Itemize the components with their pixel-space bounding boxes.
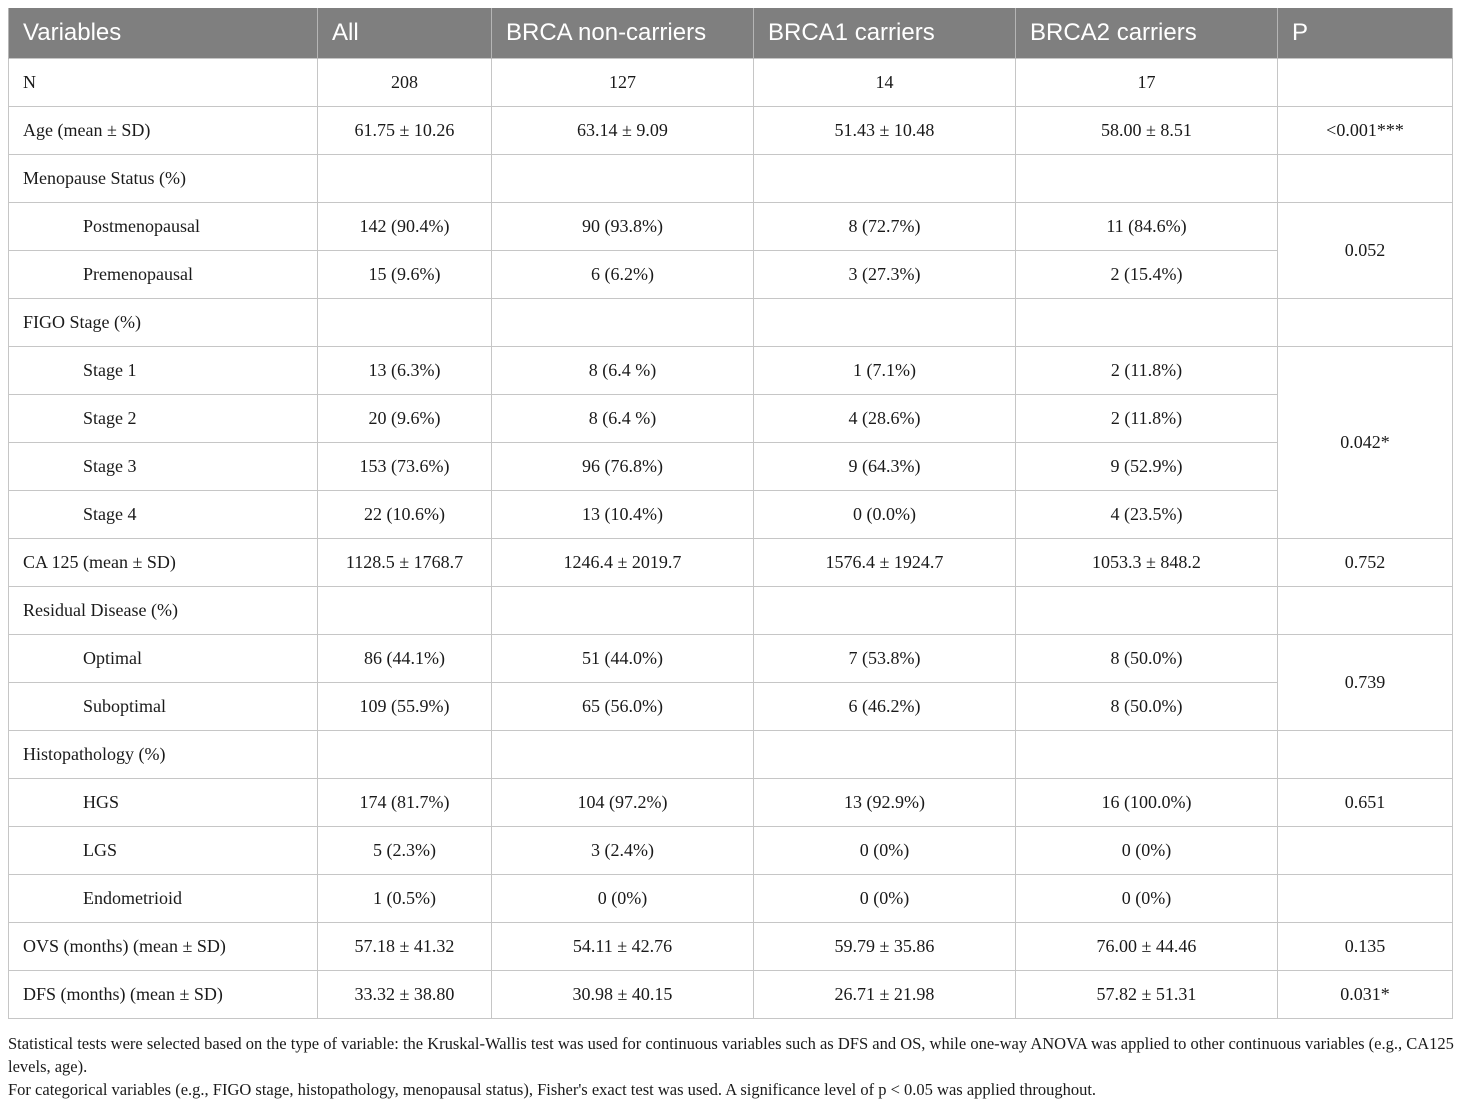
cell-all: 61.75 ± 10.26 — [318, 107, 492, 155]
table-row-stage-2 — [9, 395, 1453, 443]
cell-non-carriers: 65 (56.0%) — [492, 683, 754, 731]
cell-brca2: 8 (50.0%) — [1016, 635, 1278, 683]
cell-empty — [1016, 155, 1278, 203]
row-label: LGS — [9, 827, 318, 875]
cell-empty — [1278, 587, 1453, 635]
cell-all: 5 (2.3%) — [318, 827, 492, 875]
header-brca1-carriers: BRCA1 carriers — [754, 8, 1016, 59]
cell-all: 1128.5 ± 1768.7 — [318, 539, 492, 587]
cell-brca1: 14 — [754, 59, 1016, 107]
cell-brca1: 7 (53.8%) — [754, 635, 1016, 683]
table-row-figo-header — [9, 299, 1453, 347]
cell-all: 22 (10.6%) — [318, 491, 492, 539]
cell-empty — [754, 731, 1016, 779]
table-row-residual-header — [9, 587, 1453, 635]
cell-non-carriers: 30.98 ± 40.15 — [492, 971, 754, 1019]
cell-empty — [1016, 587, 1278, 635]
table-row-ovs — [9, 923, 1453, 971]
table-row-postmenopausal — [9, 203, 1453, 251]
cell-brca1: 13 (92.9%) — [754, 779, 1016, 827]
characteristics-table — [8, 8, 1453, 1019]
cell-brca1: 51.43 ± 10.48 — [754, 107, 1016, 155]
table-row-premenopausal — [9, 251, 1453, 299]
cell-non-carriers: 96 (76.8%) — [492, 443, 754, 491]
table-row-n — [9, 59, 1453, 107]
table-row-histopathology-header — [9, 731, 1453, 779]
cell-non-carriers: 51 (44.0%) — [492, 635, 754, 683]
cell-brca1: 3 (27.3%) — [754, 251, 1016, 299]
table-header-row — [9, 8, 1453, 59]
table-row-dfs — [9, 971, 1453, 1019]
cell-p: 0.651 — [1278, 779, 1453, 827]
cell-brca1: 59.79 ± 35.86 — [754, 923, 1016, 971]
footnote-line-1: Statistical tests were selected based on the type of variable: the Kruskal-Wallis test was used for continuous variables such as DFS and OS, while one-way ANOVA was applied to other continuous variables (e.g., CA125 levels, age). — [8, 1034, 1454, 1076]
cell-all: 20 (9.6%) — [318, 395, 492, 443]
header-brca2-carriers: BRCA2 carriers — [1016, 8, 1278, 59]
cell-empty — [754, 299, 1016, 347]
cell-empty — [754, 587, 1016, 635]
header-p: P — [1278, 8, 1453, 59]
cell-brca1: 6 (46.2%) — [754, 683, 1016, 731]
cell-empty — [1278, 299, 1453, 347]
cell-empty — [492, 299, 754, 347]
row-label: FIGO Stage (%) — [9, 299, 318, 347]
cell-p — [1278, 875, 1453, 923]
table-row-ca125 — [9, 539, 1453, 587]
cell-brca1: 26.71 ± 21.98 — [754, 971, 1016, 1019]
cell-brca1: 4 (28.6%) — [754, 395, 1016, 443]
row-label: Premenopausal — [9, 251, 318, 299]
cell-brca2: 11 (84.6%) — [1016, 203, 1278, 251]
table-row-stage-3 — [9, 443, 1453, 491]
table-row-age — [9, 107, 1453, 155]
cell-brca2: 4 (23.5%) — [1016, 491, 1278, 539]
row-label: Postmenopausal — [9, 203, 318, 251]
cell-p — [1278, 59, 1453, 107]
cell-empty — [492, 587, 754, 635]
cell-brca1: 9 (64.3%) — [754, 443, 1016, 491]
cell-all: 15 (9.6%) — [318, 251, 492, 299]
cell-non-carriers: 90 (93.8%) — [492, 203, 754, 251]
table-row-lgs — [9, 827, 1453, 875]
table-row-endometrioid — [9, 875, 1453, 923]
cell-brca2: 2 (11.8%) — [1016, 395, 1278, 443]
row-label: HGS — [9, 779, 318, 827]
cell-p: 0.752 — [1278, 539, 1453, 587]
cell-brca2: 8 (50.0%) — [1016, 683, 1278, 731]
cell-non-carriers: 127 — [492, 59, 754, 107]
cell-all: 1 (0.5%) — [318, 875, 492, 923]
footnote-line-2: For categorical variables (e.g., FIGO stage, histopathology, menopausal status), Fisher's exact test was used. A significance level of p < 0.05 was applied throughout. — [8, 1080, 1097, 1099]
table-row-menopause-header — [9, 155, 1453, 203]
cell-p: 0.135 — [1278, 923, 1453, 971]
cell-empty — [1278, 155, 1453, 203]
row-label: Suboptimal — [9, 683, 318, 731]
cell-empty — [492, 731, 754, 779]
table-row-stage-1 — [9, 347, 1453, 395]
cell-non-carriers: 8 (6.4 %) — [492, 395, 754, 443]
row-label: CA 125 (mean ± SD) — [9, 539, 318, 587]
row-label: Menopause Status (%) — [9, 155, 318, 203]
row-label: Histopathology (%) — [9, 731, 318, 779]
cell-non-carriers: 6 (6.2%) — [492, 251, 754, 299]
cell-empty — [318, 587, 492, 635]
cell-brca2: 2 (15.4%) — [1016, 251, 1278, 299]
row-label: Residual Disease (%) — [9, 587, 318, 635]
cell-brca2: 0 (0%) — [1016, 875, 1278, 923]
cell-empty — [318, 155, 492, 203]
cell-all: 33.32 ± 38.80 — [318, 971, 492, 1019]
cell-p-figo: 0.042* — [1278, 347, 1453, 539]
cell-empty — [1278, 731, 1453, 779]
cell-brca1: 0 (0%) — [754, 875, 1016, 923]
row-label: Stage 2 — [9, 395, 318, 443]
row-label: N — [9, 59, 318, 107]
cell-brca2: 16 (100.0%) — [1016, 779, 1278, 827]
cell-brca1: 0 (0%) — [754, 827, 1016, 875]
cell-all: 86 (44.1%) — [318, 635, 492, 683]
cell-non-carriers: 0 (0%) — [492, 875, 754, 923]
cell-non-carriers: 63.14 ± 9.09 — [492, 107, 754, 155]
cell-p-menopause: 0.052 — [1278, 203, 1453, 299]
cell-empty — [318, 731, 492, 779]
table-row-stage-4 — [9, 491, 1453, 539]
cell-empty — [492, 155, 754, 203]
cell-non-carriers: 104 (97.2%) — [492, 779, 754, 827]
table-row-optimal — [9, 635, 1453, 683]
cell-p: 0.031* — [1278, 971, 1453, 1019]
cell-empty — [318, 299, 492, 347]
row-label: OVS (months) (mean ± SD) — [9, 923, 318, 971]
cell-brca2: 9 (52.9%) — [1016, 443, 1278, 491]
cell-p — [1278, 827, 1453, 875]
table-row-hgs — [9, 779, 1453, 827]
cell-brca1: 1 (7.1%) — [754, 347, 1016, 395]
cell-empty — [1016, 731, 1278, 779]
cell-brca1: 1576.4 ± 1924.7 — [754, 539, 1016, 587]
cell-brca2: 58.00 ± 8.51 — [1016, 107, 1278, 155]
cell-brca2: 1053.3 ± 848.2 — [1016, 539, 1278, 587]
header-variables: Variables — [9, 8, 318, 59]
cell-brca1: 8 (72.7%) — [754, 203, 1016, 251]
table-row-suboptimal — [9, 683, 1453, 731]
row-label: DFS (months) (mean ± SD) — [9, 971, 318, 1019]
cell-non-carriers: 1246.4 ± 2019.7 — [492, 539, 754, 587]
cell-all: 13 (6.3%) — [318, 347, 492, 395]
cell-all: 208 — [318, 59, 492, 107]
cell-brca2: 76.00 ± 44.46 — [1016, 923, 1278, 971]
table-footnote — [8, 1032, 1458, 1101]
cell-brca2: 17 — [1016, 59, 1278, 107]
cell-brca2: 0 (0%) — [1016, 827, 1278, 875]
row-label: Stage 1 — [9, 347, 318, 395]
cell-brca2: 57.82 ± 51.31 — [1016, 971, 1278, 1019]
cell-all: 153 (73.6%) — [318, 443, 492, 491]
cell-non-carriers: 54.11 ± 42.76 — [492, 923, 754, 971]
row-label: Stage 4 — [9, 491, 318, 539]
row-label: Age (mean ± SD) — [9, 107, 318, 155]
cell-non-carriers: 13 (10.4%) — [492, 491, 754, 539]
cell-p-residual: 0.739 — [1278, 635, 1453, 731]
cell-brca2: 2 (11.8%) — [1016, 347, 1278, 395]
header-all: All — [318, 8, 492, 59]
cell-all: 57.18 ± 41.32 — [318, 923, 492, 971]
cell-empty — [754, 155, 1016, 203]
cell-non-carriers: 8 (6.4 %) — [492, 347, 754, 395]
row-label: Optimal — [9, 635, 318, 683]
cell-p: <0.001*** — [1278, 107, 1453, 155]
row-label: Endometrioid — [9, 875, 318, 923]
cell-all: 109 (55.9%) — [318, 683, 492, 731]
cell-all: 174 (81.7%) — [318, 779, 492, 827]
header-brca-non-carriers: BRCA non-carriers — [492, 8, 754, 59]
cell-brca1: 0 (0.0%) — [754, 491, 1016, 539]
cell-empty — [1016, 299, 1278, 347]
cell-all: 142 (90.4%) — [318, 203, 492, 251]
cell-non-carriers: 3 (2.4%) — [492, 827, 754, 875]
row-label: Stage 3 — [9, 443, 318, 491]
